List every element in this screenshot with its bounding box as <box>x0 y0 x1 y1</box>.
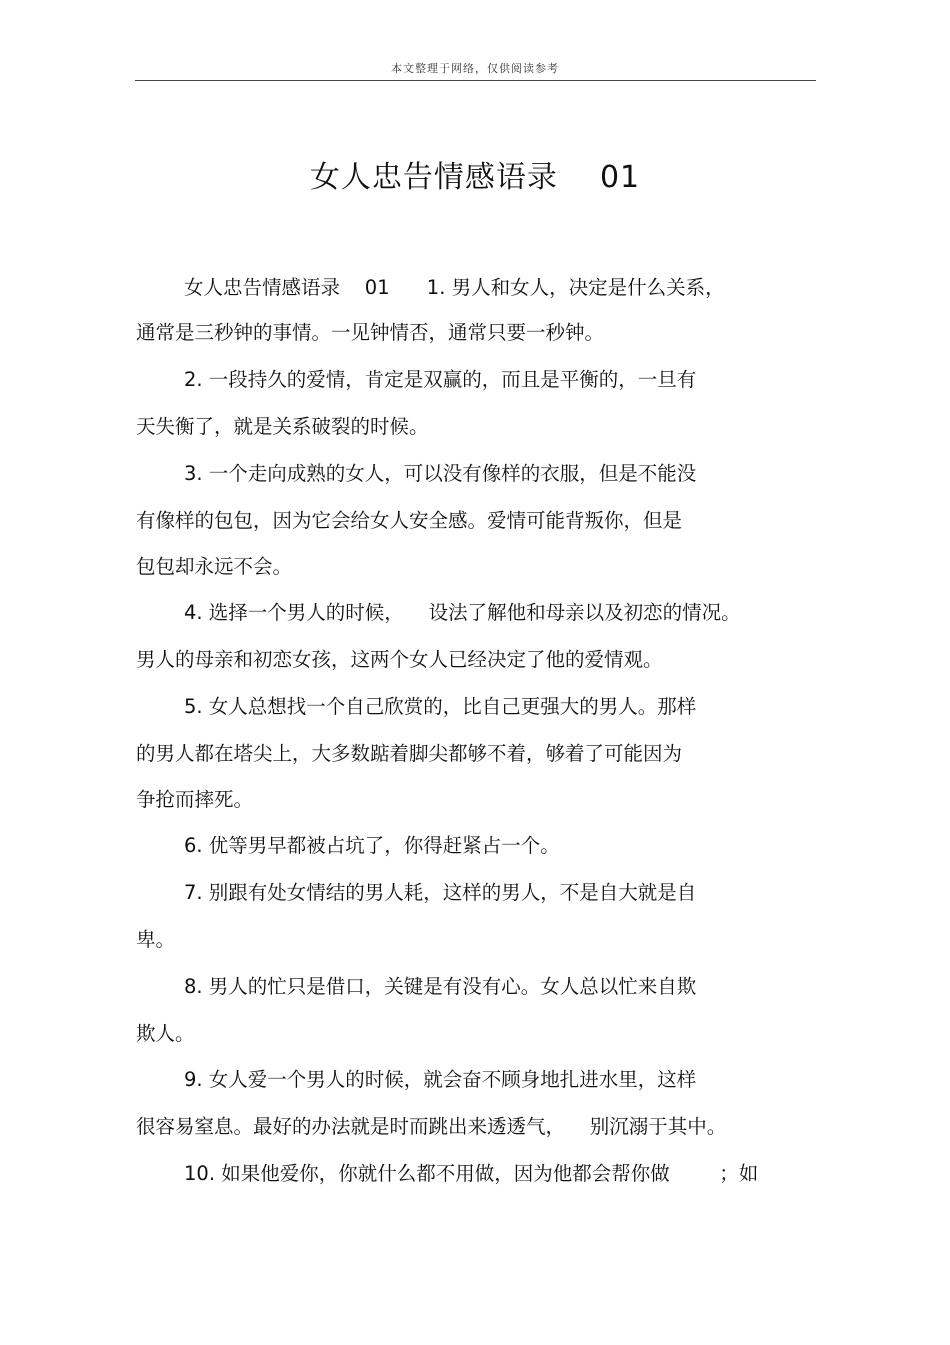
body-line: 8. 男人的忙只是借口，关键是有没有心。女人总以忙来自欺 <box>184 975 697 998</box>
body-line: 包包却永远不会。 <box>136 555 293 578</box>
body-line: 天失衡了，就是关系破裂的时候。 <box>136 415 429 438</box>
body-line: 欺人。 <box>136 1022 195 1045</box>
body-line: 10. 如果他爱你，你就什么都不用做，因为他都会帮你做 ；如 <box>184 1162 759 1185</box>
header-divider <box>135 80 816 81</box>
page-title: 女人忠告情感语录 01 <box>309 160 641 195</box>
body-line: 4. 选择一个男人的时候， 设法了解他和母亲以及初恋的情况。 <box>184 601 741 624</box>
body-line: 有像样的包包，因为它会给女人安全感。爱情可能背叛你，但是 <box>136 509 683 532</box>
body-line: 6. 优等男早都被占坑了，你得赶紧占一个。 <box>184 834 560 857</box>
body-line: 女人忠告情感语录 01 1. 男人和女人，决定是什么关系， <box>184 276 725 299</box>
body-line: 争抢而摔死。 <box>136 788 254 811</box>
body-line: 3. 一个走向成熟的女人，可以没有像样的衣服，但是不能没 <box>184 462 697 485</box>
body-line: 男人的母亲和初恋女孩，这两个女人已经决定了他的爱情观。 <box>136 648 663 671</box>
body-line: 卑。 <box>136 928 176 951</box>
body-line: 的男人都在塔尖上，大多数踮着脚尖都够不着，够着了可能因为 <box>136 742 683 765</box>
body-line: 通常是三秒钟的事情。一见钟情否，通常只要一秒钟。 <box>136 321 605 344</box>
body-line: 很容易窒息。最好的办法就是时而跳出来透透气， 别沉溺于其中。 <box>136 1115 727 1138</box>
body-line: 7. 别跟有处女情结的男人耗，这样的男人，不是自大就是自 <box>184 881 697 904</box>
body-line: 2. 一段持久的爱情，肯定是双赢的，而且是平衡的，一旦有 <box>184 368 697 391</box>
body-line: 9. 女人爱一个男人的时候，就会奋不顾身地扎进水里，这样 <box>184 1068 697 1091</box>
body-line: 5. 女人总想找一个自己欣赏的，比自己更强大的男人。那样 <box>184 695 697 718</box>
header-note: 本文整理于网络，仅供阅读参考 <box>391 62 559 75</box>
